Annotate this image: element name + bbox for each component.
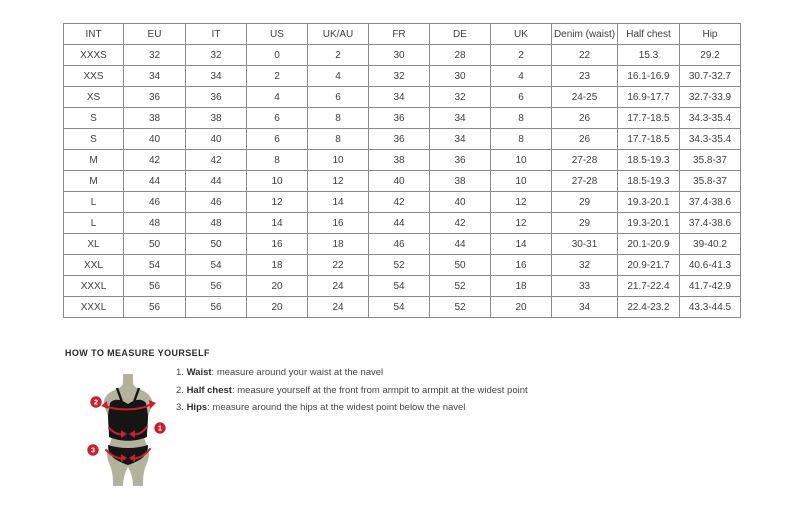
table-cell: 34 <box>552 297 618 318</box>
table-row <box>64 276 741 297</box>
table-cell: 36 <box>430 150 491 171</box>
table-cell: 12 <box>247 192 308 213</box>
step-number: 3. <box>176 402 187 413</box>
table-cell: 12 <box>491 213 552 234</box>
table-cell: M <box>64 150 124 171</box>
table-cell: 36 <box>124 87 186 108</box>
step-text: : measure around the hips at the widest point below the navel <box>207 402 466 413</box>
table-cell: 20 <box>247 276 308 297</box>
table-cell: 20.9-21.7 <box>618 255 680 276</box>
table-cell: 46 <box>124 192 186 213</box>
table-cell: 12 <box>491 192 552 213</box>
table-cell: 17.7-18.5 <box>618 108 680 129</box>
table-row <box>64 171 741 192</box>
table-cell: 18 <box>491 276 552 297</box>
table-cell: 14 <box>491 234 552 255</box>
table-cell: 46 <box>186 192 247 213</box>
table-cell: 38 <box>186 108 247 129</box>
table-cell: 34.3-35.4 <box>680 129 741 150</box>
measure-step <box>176 368 596 378</box>
table-header-cell: FR <box>369 24 430 45</box>
table-cell: 42 <box>369 192 430 213</box>
table-cell: 18 <box>308 234 369 255</box>
table-cell: 8 <box>247 150 308 171</box>
table-cell: XXL <box>64 255 124 276</box>
table-cell: M <box>64 171 124 192</box>
table-cell: 48 <box>124 213 186 234</box>
table-cell: 26 <box>552 129 618 150</box>
table-cell: 38 <box>430 171 491 192</box>
table-cell: 6 <box>308 87 369 108</box>
table-cell: XL <box>64 234 124 255</box>
table-body <box>64 45 741 318</box>
table-cell: 28 <box>430 45 491 66</box>
table-cell: 4 <box>247 87 308 108</box>
table-cell: 34 <box>369 87 430 108</box>
table-cell: 39-40.2 <box>680 234 741 255</box>
table-cell: 50 <box>430 255 491 276</box>
table-cell: 22 <box>308 255 369 276</box>
table-cell: 56 <box>124 297 186 318</box>
table-cell: 14 <box>247 213 308 234</box>
table-header-cell: INT <box>64 24 124 45</box>
table-row <box>64 129 741 150</box>
table-cell: 8 <box>308 129 369 150</box>
table-cell: 8 <box>491 129 552 150</box>
table-header-cell: UK <box>491 24 552 45</box>
table-cell: 20 <box>247 297 308 318</box>
table-cell: 32 <box>369 66 430 87</box>
table-cell: 36 <box>369 129 430 150</box>
table-cell: 56 <box>186 297 247 318</box>
table-cell: 42 <box>124 150 186 171</box>
table-cell: 10 <box>491 171 552 192</box>
table-header-cell: EU <box>124 24 186 45</box>
table-cell: 26 <box>552 108 618 129</box>
table-row <box>64 66 741 87</box>
size-chart-section <box>63 23 741 318</box>
table-cell: 38 <box>369 150 430 171</box>
table-cell: 43.3-44.5 <box>680 297 741 318</box>
table-cell: 54 <box>369 297 430 318</box>
table-cell: 22 <box>552 45 618 66</box>
table-cell: 40 <box>124 129 186 150</box>
table-cell: 50 <box>186 234 247 255</box>
table-cell: 16.1-16.9 <box>618 66 680 87</box>
table-cell: 32 <box>186 45 247 66</box>
table-cell: 6 <box>247 129 308 150</box>
table-cell: 10 <box>308 150 369 171</box>
table-cell: 40 <box>369 171 430 192</box>
table-row <box>64 255 741 276</box>
table-cell: 54 <box>186 255 247 276</box>
marker-number: 3 <box>90 445 96 455</box>
table-cell: 24 <box>308 276 369 297</box>
measure-step <box>176 403 596 413</box>
table-cell: 19.3-20.1 <box>618 192 680 213</box>
table-cell: 32 <box>552 255 618 276</box>
table-cell: 40 <box>430 192 491 213</box>
table-header-cell: IT <box>186 24 247 45</box>
table-cell: XXXL <box>64 297 124 318</box>
table-cell: 2 <box>247 66 308 87</box>
table-cell: 41.7-42.9 <box>680 276 741 297</box>
table-cell: 52 <box>369 255 430 276</box>
table-cell: 30-31 <box>552 234 618 255</box>
table-cell: 40.6-41.3 <box>680 255 741 276</box>
table-cell: 29 <box>552 192 618 213</box>
table-cell: 34 <box>124 66 186 87</box>
table-cell: 37.4-38.6 <box>680 192 741 213</box>
table-header-cell: Hip <box>680 24 741 45</box>
table-cell: 34 <box>430 129 491 150</box>
table-cell: 56 <box>186 276 247 297</box>
table-cell: 20.1-20.9 <box>618 234 680 255</box>
table-row <box>64 213 741 234</box>
step-text: : measure around your waist at the navel <box>211 367 384 378</box>
table-cell: 29 <box>552 213 618 234</box>
table-cell: 27-28 <box>552 171 618 192</box>
table-cell: L <box>64 192 124 213</box>
table-cell: 44 <box>369 213 430 234</box>
table-cell: 21.7-22.4 <box>618 276 680 297</box>
table-header-cell: Half chest <box>618 24 680 45</box>
marker-badge-chest <box>90 396 101 407</box>
table-cell: 36 <box>186 87 247 108</box>
measure-heading: HOW TO MEASURE YOURSELF <box>65 348 210 358</box>
table-cell: 8 <box>308 108 369 129</box>
chest-arrowhead-right <box>149 400 156 409</box>
table-cell: 24 <box>308 297 369 318</box>
marker-badge-waist <box>154 422 165 433</box>
table-cell: 52 <box>430 276 491 297</box>
table-row <box>64 87 741 108</box>
table-row <box>64 234 741 255</box>
table-cell: 4 <box>308 66 369 87</box>
table-cell: L <box>64 213 124 234</box>
table-cell: 16 <box>247 234 308 255</box>
table-cell: XXXL <box>64 276 124 297</box>
table-cell: 4 <box>491 66 552 87</box>
marker-number: 2 <box>93 397 99 407</box>
table-header-cell: UK/AU <box>308 24 369 45</box>
step-term: Hips <box>186 402 208 413</box>
table-cell: 54 <box>124 255 186 276</box>
table-cell: 22.4-23.2 <box>618 297 680 318</box>
step-number: 1. <box>176 367 187 378</box>
step-number: 2. <box>176 384 187 396</box>
table-cell: 2 <box>308 45 369 66</box>
measure-step <box>176 386 596 396</box>
table-cell: XXXS <box>64 45 124 66</box>
table-cell: 36 <box>369 108 430 129</box>
table-cell: 23 <box>552 66 618 87</box>
table-cell: 18.5-19.3 <box>618 171 680 192</box>
table-cell: 40 <box>186 129 247 150</box>
table-row <box>64 297 741 318</box>
table-row <box>64 192 741 213</box>
table-cell: 24-25 <box>552 87 618 108</box>
table-cell: S <box>64 108 124 129</box>
table-cell: 34 <box>186 66 247 87</box>
table-cell: 8 <box>491 108 552 129</box>
size-chart-table <box>63 23 741 318</box>
measure-steps <box>176 368 596 421</box>
table-cell: 29.2 <box>680 45 741 66</box>
measurement-figure <box>78 371 178 492</box>
table-cell: 16 <box>308 213 369 234</box>
table-cell: 42 <box>430 213 491 234</box>
table-cell: 30 <box>369 45 430 66</box>
table-cell: 34 <box>430 108 491 129</box>
table-header-cell: DE <box>430 24 491 45</box>
table-cell: 27-28 <box>552 150 618 171</box>
step-text: : measure yourself at the front from armpit to armpit at the widest point <box>231 384 528 396</box>
table-cell: 38 <box>124 108 186 129</box>
table-cell: 12 <box>308 171 369 192</box>
table-cell: XS <box>64 87 124 108</box>
table-cell: 10 <box>247 171 308 192</box>
table-cell: 14 <box>308 192 369 213</box>
table-cell: 32.7-33.9 <box>680 87 741 108</box>
table-header-row <box>64 24 741 45</box>
table-cell: 50 <box>124 234 186 255</box>
table-cell: 0 <box>247 45 308 66</box>
table-cell: 30.7-32.7 <box>680 66 741 87</box>
table-cell: 44 <box>124 171 186 192</box>
table-cell: 34.3-35.4 <box>680 108 741 129</box>
step-term: Half chest <box>186 384 232 396</box>
table-cell: 54 <box>369 276 430 297</box>
table-cell: 42 <box>186 150 247 171</box>
step-term: Waist <box>186 367 212 378</box>
table-cell: 6 <box>491 87 552 108</box>
table-cell: 48 <box>186 213 247 234</box>
table-cell: 20 <box>491 297 552 318</box>
table-cell: 46 <box>369 234 430 255</box>
table-cell: 16.9-17.7 <box>618 87 680 108</box>
mannequin-figure-icon <box>78 371 178 492</box>
table-row <box>64 150 741 171</box>
table-row <box>64 45 741 66</box>
table-cell: 15.3 <box>618 45 680 66</box>
table-cell: 6 <box>247 108 308 129</box>
table-cell: 18 <box>247 255 308 276</box>
table-header-cell: Denim (waist) <box>552 24 618 45</box>
table-cell: 30 <box>430 66 491 87</box>
table-cell: 19.3-20.1 <box>618 213 680 234</box>
table-cell: 52 <box>430 297 491 318</box>
marker-number: 1 <box>157 423 163 433</box>
table-cell: 33 <box>552 276 618 297</box>
table-cell: 44 <box>430 234 491 255</box>
table-cell: 37.4-38.6 <box>680 213 741 234</box>
measure-section <box>65 348 210 358</box>
table-cell: S <box>64 129 124 150</box>
table-cell: 10 <box>491 150 552 171</box>
table-cell: 44 <box>186 171 247 192</box>
table-cell: 32 <box>430 87 491 108</box>
table-cell: 35.8-37 <box>680 171 741 192</box>
table-row <box>64 108 741 129</box>
table-cell: 17.7-18.5 <box>618 129 680 150</box>
table-cell: 18.5-19.3 <box>618 150 680 171</box>
table-cell: 35.8-37 <box>680 150 741 171</box>
table-cell: XXS <box>64 66 124 87</box>
table-cell: 2 <box>491 45 552 66</box>
table-cell: 16 <box>491 255 552 276</box>
swimsuit-top <box>108 400 148 441</box>
table-cell: 56 <box>124 276 186 297</box>
table-cell: 32 <box>124 45 186 66</box>
marker-badge-hip <box>87 444 98 455</box>
table-header-cell: US <box>247 24 308 45</box>
